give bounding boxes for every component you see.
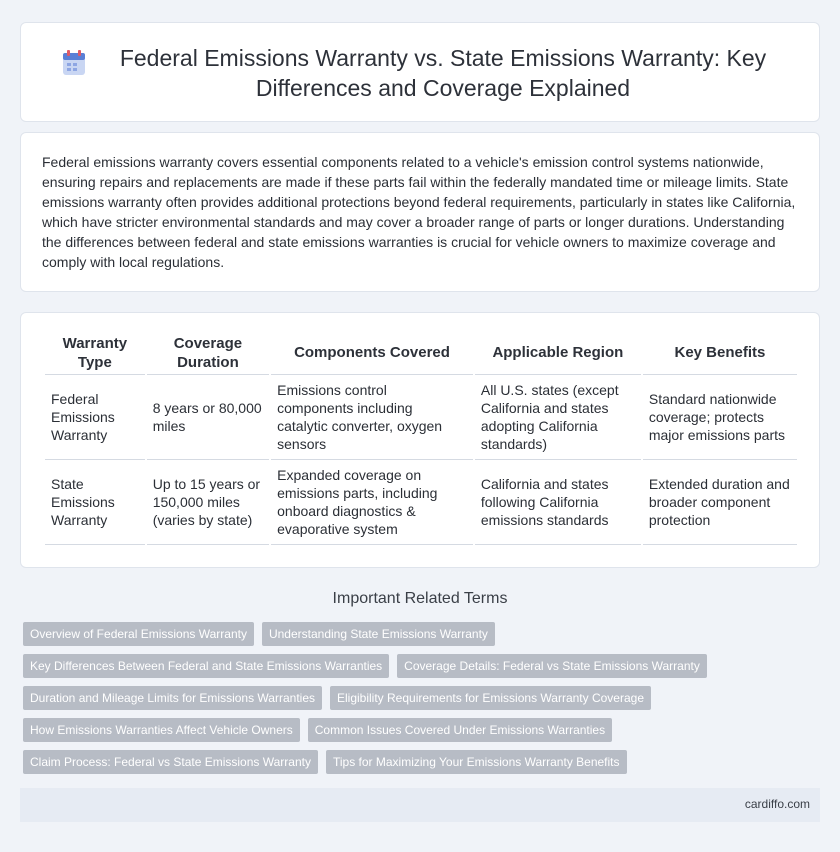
page-title: Federal Emissions Warranty vs. State Emissions Warranty: Key Differences and Coverage Explained bbox=[119, 45, 767, 101]
column-header: Coverage Duration bbox=[147, 331, 269, 375]
column-header: Applicable Region bbox=[475, 331, 641, 375]
column-header: Key Benefits bbox=[643, 331, 797, 375]
intro-paragraph: Federal emissions warranty covers essential components related to a vehicle's emission control systems nationwide, ensuring repairs and replacements are made if these parts fail within the federally mandated time or mileage limits. State emissions warranty often provides additional protections beyond federal requirements, particularly in states like California, which have stricter environmental standards and may cover a broader range of parts or longer durations. Understanding the differences between federal and state emissions warranties is crucial for vehicle owners to maximize coverage and comply with local regulations. bbox=[42, 154, 796, 270]
table-cell: California and states following California emissions standards bbox=[475, 460, 641, 545]
table-cell: Expanded coverage on emissions parts, including onboard diagnostics & evaporative system bbox=[271, 460, 473, 545]
footer bbox=[20, 788, 820, 822]
table-header-row bbox=[45, 331, 797, 375]
related-term-link[interactable]: Overview of Federal Emissions Warranty bbox=[23, 622, 254, 646]
related-term-link[interactable]: How Emissions Warranties Affect Vehicle Owners bbox=[23, 718, 300, 742]
related-term-link[interactable]: Duration and Mileage Limits for Emissions Warranties bbox=[23, 686, 322, 710]
table-cell: Standard nationwide coverage; protects major emissions parts bbox=[643, 375, 797, 460]
related-tags-row bbox=[23, 686, 659, 710]
table-cell: Federal Emissions Warranty bbox=[45, 375, 145, 460]
title-card bbox=[20, 22, 820, 122]
table-cell: Emissions control components including catalytic converter, oxygen sensors bbox=[271, 375, 473, 460]
related-tags-row bbox=[23, 750, 635, 774]
related-term-link[interactable]: Eligibility Requirements for Emissions Warranty Coverage bbox=[330, 686, 651, 710]
related-term-link[interactable]: Common Issues Covered Under Emissions Warranties bbox=[308, 718, 612, 742]
table-row bbox=[45, 375, 797, 460]
table-row bbox=[45, 460, 797, 545]
related-tags-row bbox=[23, 718, 620, 742]
column-header: Warranty Type bbox=[45, 331, 145, 375]
intro-card bbox=[20, 132, 820, 292]
table-cell: Extended duration and broader component protection bbox=[643, 460, 797, 545]
related-term-link[interactable]: Claim Process: Federal vs State Emissions Warranty bbox=[23, 750, 318, 774]
comparison-table-card bbox=[20, 312, 820, 568]
comparison-table bbox=[43, 331, 799, 545]
table-cell: All U.S. states (except California and states adopting California standards) bbox=[475, 375, 641, 460]
related-terms-heading: Important Related Terms bbox=[332, 590, 508, 607]
related-tags-row bbox=[23, 654, 715, 678]
related-term-link[interactable]: Understanding State Emissions Warranty bbox=[262, 622, 495, 646]
table-cell: State Emissions Warranty bbox=[45, 460, 145, 545]
related-term-link[interactable]: Coverage Details: Federal vs State Emissions Warranty bbox=[397, 654, 707, 678]
column-header: Components Covered bbox=[271, 331, 473, 375]
table-cell: 8 years or 80,000 miles bbox=[147, 375, 269, 460]
table-cell: Up to 15 years or 150,000 miles (varies by state) bbox=[147, 460, 269, 545]
document-icon bbox=[61, 49, 87, 77]
footer-site-link[interactable]: cardiffo.com bbox=[744, 797, 810, 811]
related-term-link[interactable]: Key Differences Between Federal and State Emissions Warranties bbox=[23, 654, 389, 678]
related-term-link[interactable]: Tips for Maximizing Your Emissions Warranty Benefits bbox=[326, 750, 627, 774]
related-tags-row bbox=[23, 622, 503, 646]
